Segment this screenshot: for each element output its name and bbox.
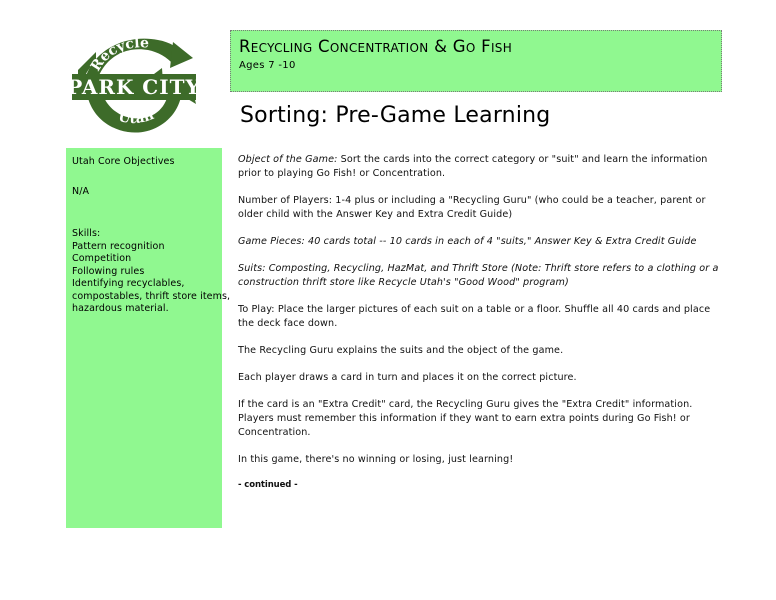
header-subtitle: Ages 7 -10 — [239, 60, 296, 71]
paragraph-lead: Object of the Game: — [238, 153, 341, 165]
sidebar-skill-item: hazardous material. — [72, 303, 169, 314]
header-box — [230, 30, 722, 92]
paragraph-guru-explains: The Recycling Guru explains the suits and the object of the game. — [238, 344, 564, 356]
paragraph-extra-credit: If the card is an "Extra Credit" card, the Recycling Guru gives the "Extra Credit" information. Players must remember this information if they want to earn extra points during Go Fish! or Concentration. — [238, 398, 693, 438]
logo-top-arc-text: Recycle — [87, 35, 150, 75]
sidebar-skill-item: Pattern recognition — [72, 240, 165, 252]
recycle-park-city-logo — [66, 22, 202, 144]
sidebar-skills-label: Skills: — [72, 228, 101, 239]
sidebar-objectives-label: Utah Core Objectives — [72, 156, 175, 167]
page-title: Sorting: Pre-Game Learning — [240, 103, 551, 128]
logo-svg — [66, 22, 202, 144]
header-title: Recycling Concentration & Go Fish — [239, 37, 513, 56]
sidebar-skill-item: Competition — [72, 253, 132, 264]
sidebar-skill-item: Identifying recyclables, — [72, 278, 185, 289]
paragraph-text: Sort the cards into the correct category or "suit" and learn the information prior to playing Go Fish! or Concentration. — [238, 153, 708, 179]
body-content — [238, 143, 722, 490]
logo-bottom-arc-text: Utah — [116, 106, 157, 128]
paragraph-game-pieces: Game Pieces: 40 cards total -- 10 cards in each of 4 "suits," Answer Key & Extra Credit Guide — [238, 235, 697, 247]
sidebar-skill-item: Following rules — [72, 265, 145, 277]
sidebar-skill-item: compostables, thrift store items, — [72, 290, 231, 302]
sidebar-spacer-1 — [72, 169, 216, 186]
sidebar-panel — [66, 148, 231, 528]
logo-arrow-top-right — [170, 42, 193, 68]
logo-banner-text: PARK CITY — [67, 75, 201, 99]
paragraph-suits: Suits: Composting, Recycling, HazMat, and Thrift Store (Note: Thrift store refers to a clothing or a construction thrift store like Recycle Utah's "Good Wood" program) — [238, 262, 719, 288]
paragraph-no-winning: In this game, there's no winning or losing, just learning! — [238, 453, 514, 465]
paragraph-object-of-the-game — [238, 153, 722, 181]
paragraph-player-draws: Each player draws a card in turn and places it on the correct picture. — [238, 371, 577, 383]
continued-marker: - continued - — [238, 479, 298, 490]
paragraph-to-play: To Play: Place the larger pictures of each suit on a table or a floor. Shuffle all 40 cards and place the deck face down. — [238, 303, 711, 329]
paragraph-number-of-players: Number of Players: 1-4 plus or including a "Recycling Guru" (who could be a teacher, parent or older child with the Answer Key and Extra Credit Guide) — [238, 194, 706, 220]
sidebar-spacer-2 — [72, 198, 216, 228]
sidebar-objectives-value: N/A — [72, 185, 90, 197]
